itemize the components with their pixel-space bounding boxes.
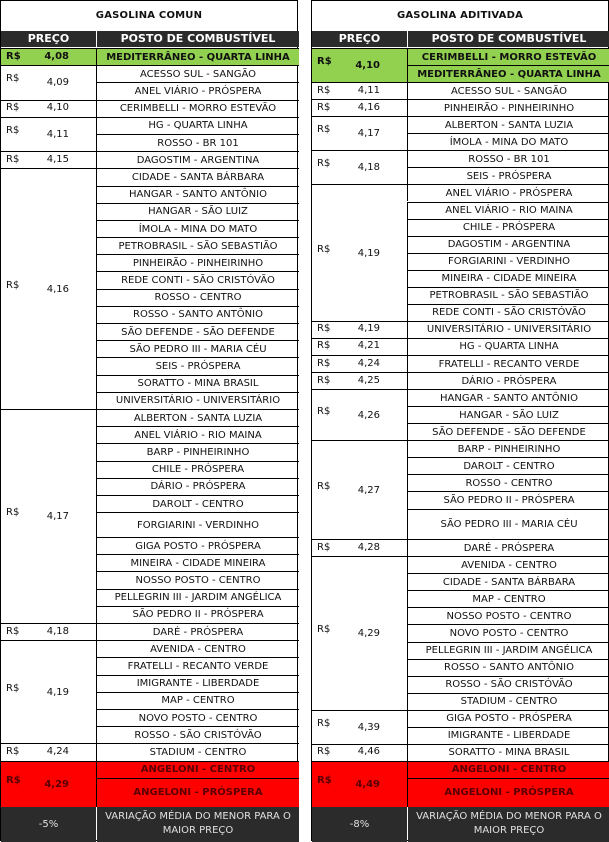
station-cell: MAP - CENTRO xyxy=(96,692,299,709)
station-cell: PINHEIRÃO - PINHEIRINHO xyxy=(407,99,609,116)
station-cell: SÃO PEDRO II - PRÓSPERA xyxy=(407,491,609,508)
price-value: 4,11 xyxy=(46,128,69,140)
price-cell xyxy=(1,761,96,807)
currency-label: R$ xyxy=(317,56,332,68)
station-cell: ROSSO - CENTRO xyxy=(407,474,609,491)
station-cell: FRATELLI - RECANTO VERDE xyxy=(407,355,609,372)
currency-label: R$ xyxy=(6,153,20,165)
station-column-header: POSTO DE COMBUSTÍVEL xyxy=(408,31,609,47)
price-cell xyxy=(312,556,407,710)
station-cell: ROSSO - SÃO CRISTÓVÃO xyxy=(96,726,299,743)
station-cell: SEIS - PRÓSPERA xyxy=(96,357,299,374)
price-cell xyxy=(312,338,407,355)
station-cell: IMIGRANTE - LIBERDADE xyxy=(96,675,299,692)
currency-label: R$ xyxy=(6,682,20,694)
price-value: 4,09 xyxy=(46,77,69,89)
station-cell: ALBERTON - SANTA LUZIA xyxy=(96,409,299,426)
currency-label: R$ xyxy=(6,102,20,114)
station-cell: HG - QUARTA LINHA xyxy=(96,117,299,134)
station-cell: MEDITERRÂNEO - QUARTA LINHA xyxy=(96,48,299,65)
table-title: GASOLINA ADITIVADA xyxy=(396,10,524,21)
price-value: 4,10 xyxy=(46,102,69,114)
currency-label: R$ xyxy=(317,84,331,96)
station-cell: ACESSO SUL - SANGÃO xyxy=(96,65,299,82)
price-value: 4,29 xyxy=(44,778,69,790)
station-cell: DAGOSTIM - ARGENTINA xyxy=(407,236,609,253)
station-cell: AVENIDA - CENTRO xyxy=(407,556,609,573)
station-cell: DAROLT - CENTRO xyxy=(407,457,609,474)
price-cell xyxy=(1,117,96,151)
price-value: 4,19 xyxy=(46,686,69,698)
currency-label: R$ xyxy=(317,480,331,492)
currency-label: R$ xyxy=(6,774,21,786)
price-cell xyxy=(312,184,407,320)
station-cell: ROSSO - BR 101 xyxy=(96,134,299,151)
station-cell: NOVO POSTO - CENTRO xyxy=(96,709,299,726)
currency-label: R$ xyxy=(317,340,331,352)
price-value: 4,27 xyxy=(357,484,380,496)
price-value: 4,11 xyxy=(357,84,380,96)
station-cell: ANGELONI - CENTRO xyxy=(96,761,299,778)
price-value: 4,16 xyxy=(46,283,69,295)
station-cell: DAGOSTIM - ARGENTINA xyxy=(96,151,299,168)
station-cell: NOSSO POSTO - CENTRO xyxy=(96,571,299,588)
price-cell xyxy=(312,761,407,807)
price-value: 4,08 xyxy=(44,50,69,62)
station-cell: SORATTO - MINA BRASIL xyxy=(96,375,299,392)
currency-label: R$ xyxy=(317,374,331,386)
station-cell: PETROBRASIL - SÃO SEBASTIÃO xyxy=(407,287,609,304)
price-cell xyxy=(312,116,407,150)
price-cell xyxy=(1,151,96,168)
price-value: 4,49 xyxy=(355,778,380,790)
station-cell: CIDADE - SANTA BÁRBARA xyxy=(96,168,299,185)
price-column-header: PREÇO xyxy=(1,31,96,47)
station-cell: NOSSO POSTO - CENTRO xyxy=(407,607,609,624)
station-cell: FRATELLI - RECANTO VERDE xyxy=(96,657,299,674)
station-cell: MAP - CENTRO xyxy=(407,590,609,607)
station-cell: CERIMBELLI - MORRO ESTEVÃO xyxy=(96,100,299,117)
currency-label: R$ xyxy=(6,73,20,85)
currency-label: R$ xyxy=(6,124,20,136)
station-cell: CIDADE - SANTA BÁRBARA xyxy=(407,573,609,590)
station-cell: ANGELONI - PRÓSPERA xyxy=(407,778,609,807)
price-value: 4,18 xyxy=(46,625,69,637)
price-cell xyxy=(312,48,407,82)
station-cell: NOVO POSTO - CENTRO xyxy=(407,624,609,641)
price-value: 4,10 xyxy=(355,60,380,72)
station-cell: AVENIDA - CENTRO xyxy=(96,640,299,657)
currency-label: R$ xyxy=(6,507,20,519)
station-cell: UNIVERSITÁRIO - UNIVERSITÁRIO xyxy=(96,392,299,409)
currency-label: R$ xyxy=(317,323,331,335)
price-cell xyxy=(312,539,407,556)
currency-label: R$ xyxy=(317,774,332,786)
station-cell: ROSSO - SANTO ANTÔNIO xyxy=(407,659,609,676)
station-cell: DÁRIO - PRÓSPERA xyxy=(96,478,299,495)
station-cell: PINHEIRÃO - PINHEIRINHO xyxy=(96,254,299,271)
price-value: 4,15 xyxy=(46,153,69,165)
station-cell: DAROLT - CENTRO xyxy=(96,495,299,512)
currency-label: R$ xyxy=(317,717,331,729)
station-cell: MEDITERRÂNEO - QUARTA LINHA xyxy=(407,65,609,82)
station-cell: MINEIRA - CIDADE MINEIRA xyxy=(96,554,299,571)
currency-label: R$ xyxy=(317,541,331,553)
price-cell xyxy=(1,623,96,640)
price-column-header: PREÇO xyxy=(312,31,407,47)
currency-label: R$ xyxy=(317,101,331,113)
average-variation-value: -8% xyxy=(312,807,407,842)
station-cell: SÃO PEDRO II - PRÓSPERA xyxy=(96,606,299,623)
currency-label: R$ xyxy=(317,624,331,636)
station-cell: ALBERTON - SANTA LUZIA xyxy=(407,116,609,133)
station-cell: PELLEGRIN III - JARDIM ANGÉLICA xyxy=(407,642,609,659)
station-cell: SEIS - PRÓSPERA xyxy=(407,167,609,184)
station-cell: REDE CONTI - SÃO CRISTÓVÃO xyxy=(407,304,609,321)
currency-label: R$ xyxy=(317,243,331,255)
station-cell: GIGA POSTO - PRÓSPERA xyxy=(407,710,609,727)
price-cell xyxy=(312,99,407,116)
station-cell: DARÉ - PRÓSPERA xyxy=(407,539,609,556)
average-variation-label: VARIAÇÃO MÉDIA DO MENOR PARA O MAIOR PREÇO xyxy=(97,807,299,842)
station-cell: ÍMOLA - MINA DO MATO xyxy=(407,133,609,150)
gasolina-comum-table xyxy=(0,0,298,841)
station-cell: HANGAR - SANTO ANTÔNIO xyxy=(96,186,299,203)
currency-label: R$ xyxy=(317,124,331,136)
station-cell: SORATTO - MINA BRASIL xyxy=(407,744,609,761)
price-cell xyxy=(312,389,407,440)
station-cell: HANGAR - SANTO ANTÔNIO xyxy=(407,389,609,406)
currency-label: R$ xyxy=(317,746,331,758)
currency-label: R$ xyxy=(317,357,331,369)
station-cell: SÃO PEDRO III - MARIA CÉU xyxy=(96,340,299,357)
station-cell: ACESSO SUL - SANGÃO xyxy=(407,82,609,99)
price-cell xyxy=(312,82,407,99)
currency-label: R$ xyxy=(6,745,20,757)
station-cell: SÃO DEFENDE - SÃO DEFENDE xyxy=(407,423,609,440)
station-cell: HG - QUARTA LINHA xyxy=(407,338,609,355)
station-cell: ANEL VIÁRIO - RIO MAINA xyxy=(407,202,609,219)
price-value: 4,17 xyxy=(357,128,380,140)
station-cell: ANEL VIÁRIO - PRÓSPERA xyxy=(407,184,609,201)
price-cell xyxy=(1,409,96,623)
price-cell xyxy=(1,743,96,760)
station-cell: BARP - PINHEIRINHO xyxy=(407,440,609,457)
station-cell: SÃO PEDRO III - MARIA CÉU xyxy=(407,509,609,540)
station-cell: DARÉ - PRÓSPERA xyxy=(96,623,299,640)
price-cell xyxy=(312,321,407,338)
station-cell: ANEL VIÁRIO - PRÓSPERA xyxy=(96,82,299,99)
station-cell: CHILE - PRÓSPERA xyxy=(407,219,609,236)
station-cell: FORGIARINI - VERDINHO xyxy=(96,512,299,537)
price-value: 4,19 xyxy=(357,247,380,259)
price-value: 4,46 xyxy=(357,746,380,758)
price-cell xyxy=(312,744,407,761)
station-cell: ROSSO - SANTO ANTÔNIO xyxy=(96,306,299,323)
price-value: 4,29 xyxy=(357,628,380,640)
station-cell: CHILE - PRÓSPERA xyxy=(96,461,299,478)
price-value: 4,24 xyxy=(46,745,69,757)
price-value: 4,19 xyxy=(357,323,380,335)
station-cell: ANGELONI - PRÓSPERA xyxy=(96,778,299,807)
price-cell xyxy=(312,440,407,539)
gasolina-aditivada-table xyxy=(311,0,609,841)
station-cell: ANEL VIÁRIO - RIO MAINA xyxy=(96,426,299,443)
table-title: GASOLINA COMUN xyxy=(95,10,203,21)
price-value: 4,17 xyxy=(46,511,69,523)
average-variation-value: -5% xyxy=(1,807,96,842)
currency-label: R$ xyxy=(6,279,20,291)
station-cell: STADIUM - CENTRO xyxy=(96,743,299,760)
currency-label: R$ xyxy=(6,625,20,637)
station-cell: PETROBRASIL - SÃO SEBASTIÃO xyxy=(96,237,299,254)
station-cell: PELLEGRIN III - JARDIM ANGÉLICA xyxy=(96,589,299,606)
price-value: 4,25 xyxy=(357,374,380,386)
price-value: 4,16 xyxy=(357,101,380,113)
price-cell xyxy=(1,48,96,65)
currency-label: R$ xyxy=(6,50,21,62)
station-cell: FORGIARINI - VERDINHO xyxy=(407,253,609,270)
price-cell xyxy=(312,150,407,184)
station-cell: CERIMBELLI - MORRO ESTEVÃO xyxy=(407,48,609,65)
station-cell: ANGELONI - CENTRO xyxy=(407,761,609,778)
price-value: 4,24 xyxy=(357,357,380,369)
price-value: 4,39 xyxy=(357,721,380,733)
currency-label: R$ xyxy=(317,158,331,170)
price-cell xyxy=(312,372,407,389)
price-cell xyxy=(1,65,96,99)
station-cell: ROSSO - SÃO CRISTÓVÃO xyxy=(407,676,609,693)
price-value: 4,18 xyxy=(357,162,380,174)
station-cell: ROSSO - BR 101 xyxy=(407,150,609,167)
station-cell: UNIVERSITÁRIO - UNIVERSITÁRIO xyxy=(407,321,609,338)
average-variation-label: VARIAÇÃO MÉDIA DO MENOR PARA O MAIOR PREÇO xyxy=(408,807,609,842)
station-column-header: POSTO DE COMBUSTÍVEL xyxy=(97,31,299,47)
station-cell: ÍMOLA - MINA DO MATO xyxy=(96,220,299,237)
price-cell xyxy=(1,100,96,117)
station-cell: ROSSO - CENTRO xyxy=(96,289,299,306)
station-cell: IMIGRANTE - LIBERDADE xyxy=(407,727,609,744)
price-cell xyxy=(1,640,96,743)
station-cell: HANGAR - SÃO LUIZ xyxy=(96,203,299,220)
price-cell xyxy=(312,710,407,744)
station-cell: STADIUM - CENTRO xyxy=(407,693,609,710)
station-cell: BARP - PINHEIRINHO xyxy=(96,443,299,460)
currency-label: R$ xyxy=(317,405,331,417)
price-value: 4,26 xyxy=(357,409,380,421)
station-cell: REDE CONTI - SÃO CRISTÓVÃO xyxy=(96,271,299,288)
station-cell: SÃO DEFENDE - SÃO DEFENDE xyxy=(96,323,299,340)
station-cell: GIGA POSTO - PRÓSPERA xyxy=(96,537,299,554)
price-value: 4,28 xyxy=(357,541,380,553)
station-cell: MINEIRA - CIDADE MINEIRA xyxy=(407,270,609,287)
station-cell: HANGAR - SÃO LUIZ xyxy=(407,406,609,423)
price-value: 4,21 xyxy=(357,340,380,352)
price-cell xyxy=(1,168,96,409)
station-cell: DÁRIO - PRÓSPERA xyxy=(407,372,609,389)
price-cell xyxy=(312,355,407,372)
